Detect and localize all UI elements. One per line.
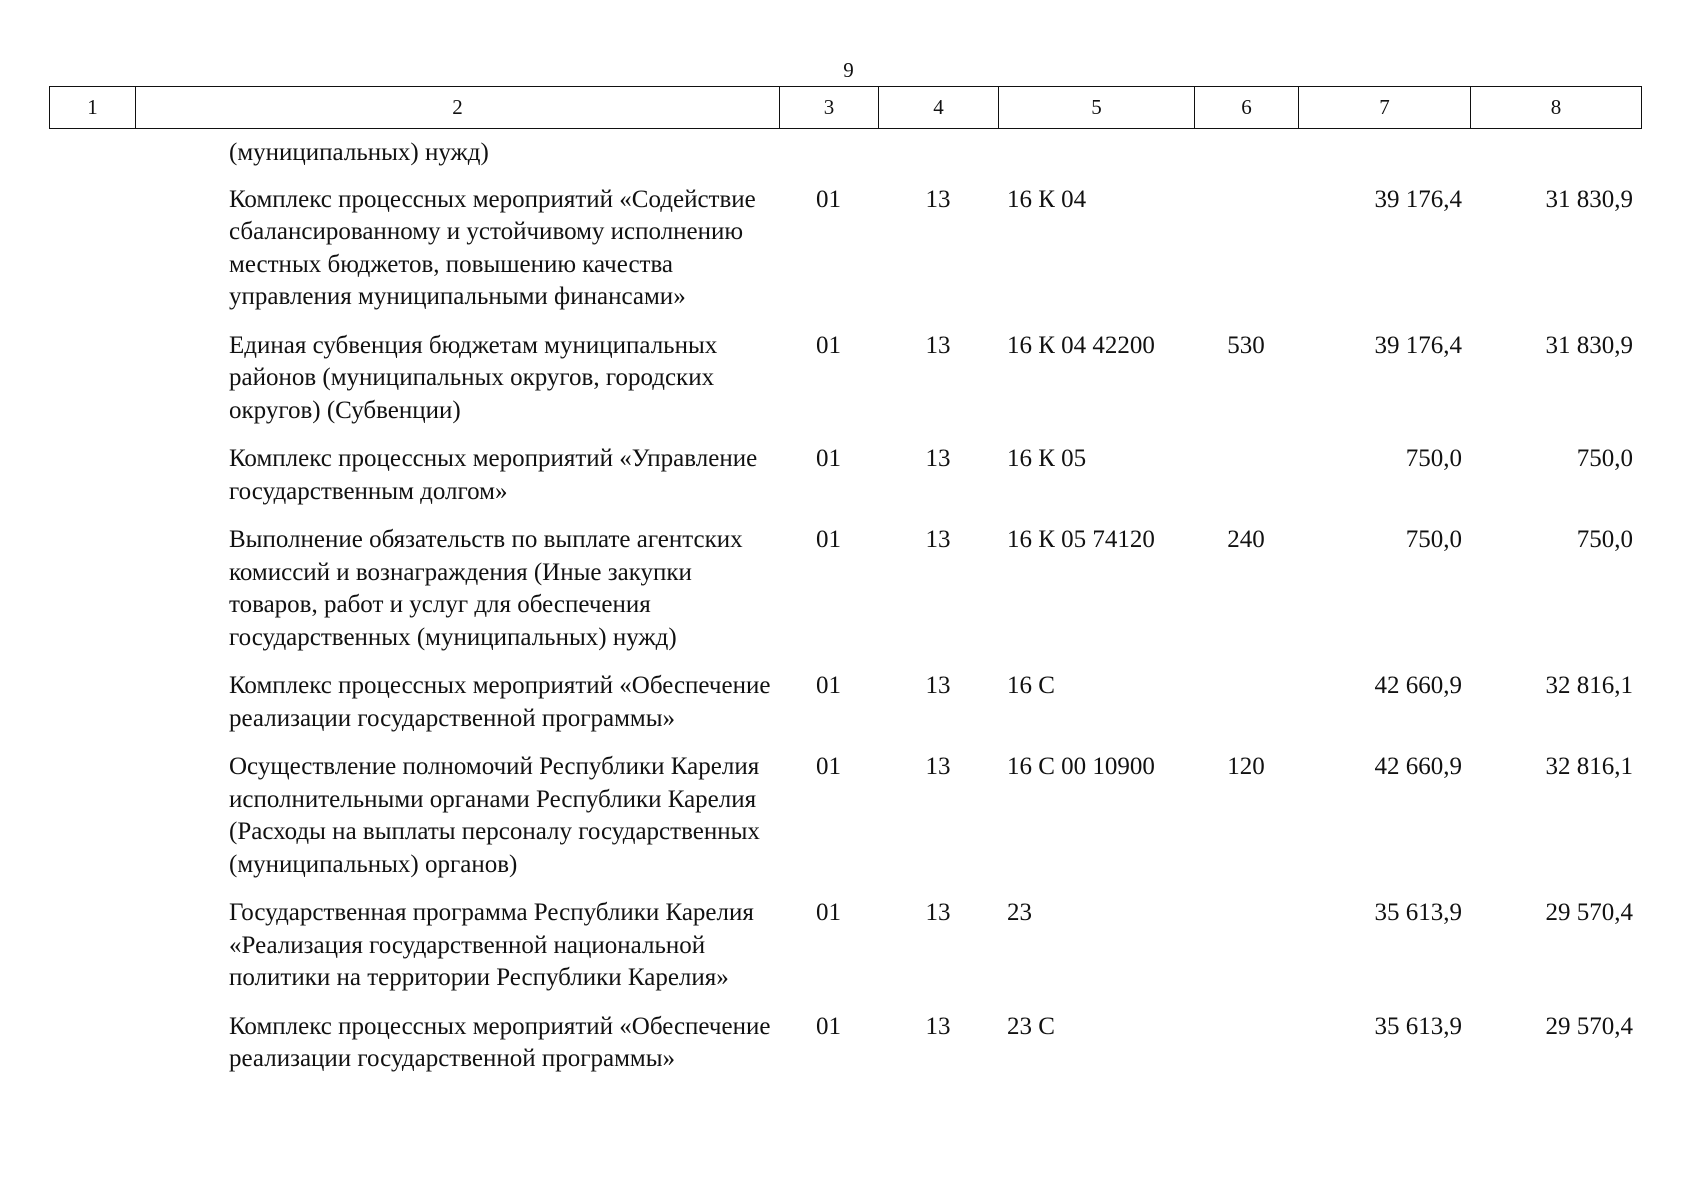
- header-col-8: 8: [1471, 87, 1642, 129]
- row-target-article: 16 К 04: [1007, 185, 1087, 213]
- table-row: [49, 751, 1641, 897]
- header-col-2: 2: [136, 87, 780, 129]
- header-col-1: 1: [50, 87, 136, 129]
- header-row: [50, 87, 1642, 129]
- row-col-1: [49, 330, 135, 444]
- row-subsection: 13: [925, 899, 951, 926]
- row-expense-type: 120: [1227, 753, 1265, 780]
- row-description: Государственная программа Республики Карелия «Реализация государственной национальной политики на территории Республики Карелия»: [229, 899, 754, 991]
- header-col-7: 7: [1299, 87, 1471, 129]
- row-col-1: [49, 670, 135, 751]
- row-section: 01: [816, 445, 841, 472]
- row-section: 01: [816, 753, 841, 780]
- row-subsection: 13: [925, 1012, 951, 1040]
- row-expense-type: [1194, 1011, 1298, 1092]
- row-description: Комплекс процессных мероприятий «Содействие сбалансированному и устойчивому исполнению местных бюджетов, повышению качества управления муниципальными финансами»: [229, 185, 756, 310]
- row-subsection: 13: [925, 185, 951, 213]
- header-col-6: 6: [1195, 87, 1299, 129]
- row-target-article: 16 С 00 10900: [1007, 753, 1155, 780]
- row-expense-type: 240: [1227, 526, 1265, 553]
- column-number-header: [49, 86, 1642, 129]
- row-amount-year1: 35 613,9: [1374, 1012, 1462, 1040]
- row-section: 01: [816, 331, 841, 359]
- row-col-1: [49, 524, 135, 670]
- row-subsection: 13: [925, 672, 951, 699]
- row-col-1: [49, 1011, 135, 1092]
- row-amount-year2: 31 830,9: [1545, 331, 1634, 359]
- table-row: [49, 1011, 1641, 1092]
- row-description: Единая субвенция бюджетам муниципальных районов (муниципальных округов, городских округов) (Субвенции): [229, 331, 718, 424]
- row-target-article: 16 К 05 74120: [1007, 526, 1155, 553]
- row-section: 01: [816, 526, 841, 553]
- row-section: 01: [816, 1012, 841, 1040]
- row-subsection: 13: [925, 526, 951, 553]
- table-row: [49, 184, 1641, 330]
- row-amount-year2: 29 570,4: [1545, 899, 1634, 926]
- row-amount-year2: 32 816,1: [1545, 753, 1634, 780]
- header-col-5: 5: [999, 87, 1195, 129]
- row-target-article: 23 С: [1007, 1012, 1055, 1040]
- row-expense-type: [1194, 443, 1298, 524]
- row-amount-year2: 750,0: [1576, 445, 1634, 472]
- row-subsection: 13: [925, 445, 951, 472]
- row-amount-year1: 750,0: [1405, 526, 1462, 553]
- row-target-article: 16 К 04 42200: [1007, 331, 1155, 359]
- row-description: Выполнение обязательств по выплате агентских комиссий и вознаграждения (Иные закупки товаров, работ и услуг для обеспечения государственных (муниципальных) нужд): [229, 526, 743, 651]
- page-number: 9: [843, 58, 854, 82]
- header-col-4: 4: [879, 87, 999, 129]
- row-description: Комплекс процессных мероприятий «Управление государственным долгом»: [229, 445, 758, 505]
- table-row: [49, 330, 1641, 444]
- table-row: [49, 443, 1641, 524]
- row-section: 01: [816, 672, 841, 699]
- row-description: Комплекс процессных мероприятий «Обеспечение реализации государственной программы»: [229, 672, 771, 732]
- row-description: Осуществление полномочий Республики Карелия исполнительными органами Республики Карелия (Расходы на выплаты персоналу государственных (муниципальных) органов): [229, 753, 760, 878]
- row-col-1: [49, 184, 135, 330]
- table-row: [49, 897, 1641, 1011]
- budget-table: [49, 137, 1641, 1092]
- row-description: Комплекс процессных мероприятий «Обеспечение реализации государственной программы»: [229, 1012, 771, 1072]
- row-amount-year1: 42 660,9: [1374, 753, 1462, 780]
- row-expense-type: 530: [1227, 331, 1265, 359]
- continuation-row: [49, 137, 1641, 184]
- row-expense-type: [1194, 897, 1298, 1011]
- row-amount-year1: 750,0: [1405, 445, 1462, 472]
- row-subsection: 13: [925, 753, 951, 780]
- row-amount-year2: 32 816,1: [1545, 672, 1634, 699]
- row-amount-year1: 42 660,9: [1374, 672, 1462, 699]
- row-amount-year1: 39 176,4: [1374, 185, 1462, 213]
- table-row: [49, 670, 1641, 751]
- row-amount-year1: 39 176,4: [1374, 331, 1462, 359]
- table-row: [49, 524, 1641, 670]
- row-expense-type: [1194, 670, 1298, 751]
- row-col-1: [49, 897, 135, 1011]
- row-section: 01: [816, 899, 841, 926]
- row-col-1: [49, 751, 135, 897]
- row-subsection: 13: [925, 331, 951, 359]
- row-target-article: 16 С: [1007, 672, 1055, 699]
- continuation-text: (муниципальных) нужд): [229, 139, 489, 166]
- row-expense-type: [1194, 184, 1298, 330]
- row-amount-year2: 29 570,4: [1545, 1012, 1634, 1040]
- row-col-1: [49, 443, 135, 524]
- row-amount-year1: 35 613,9: [1374, 899, 1462, 926]
- header-col-3: 3: [780, 87, 879, 129]
- row-amount-year2: 31 830,9: [1545, 185, 1634, 213]
- row-amount-year2: 750,0: [1576, 526, 1634, 553]
- row-target-article: 23: [1007, 899, 1032, 926]
- row-target-article: 16 К 05: [1007, 445, 1087, 472]
- row-section: 01: [816, 185, 841, 213]
